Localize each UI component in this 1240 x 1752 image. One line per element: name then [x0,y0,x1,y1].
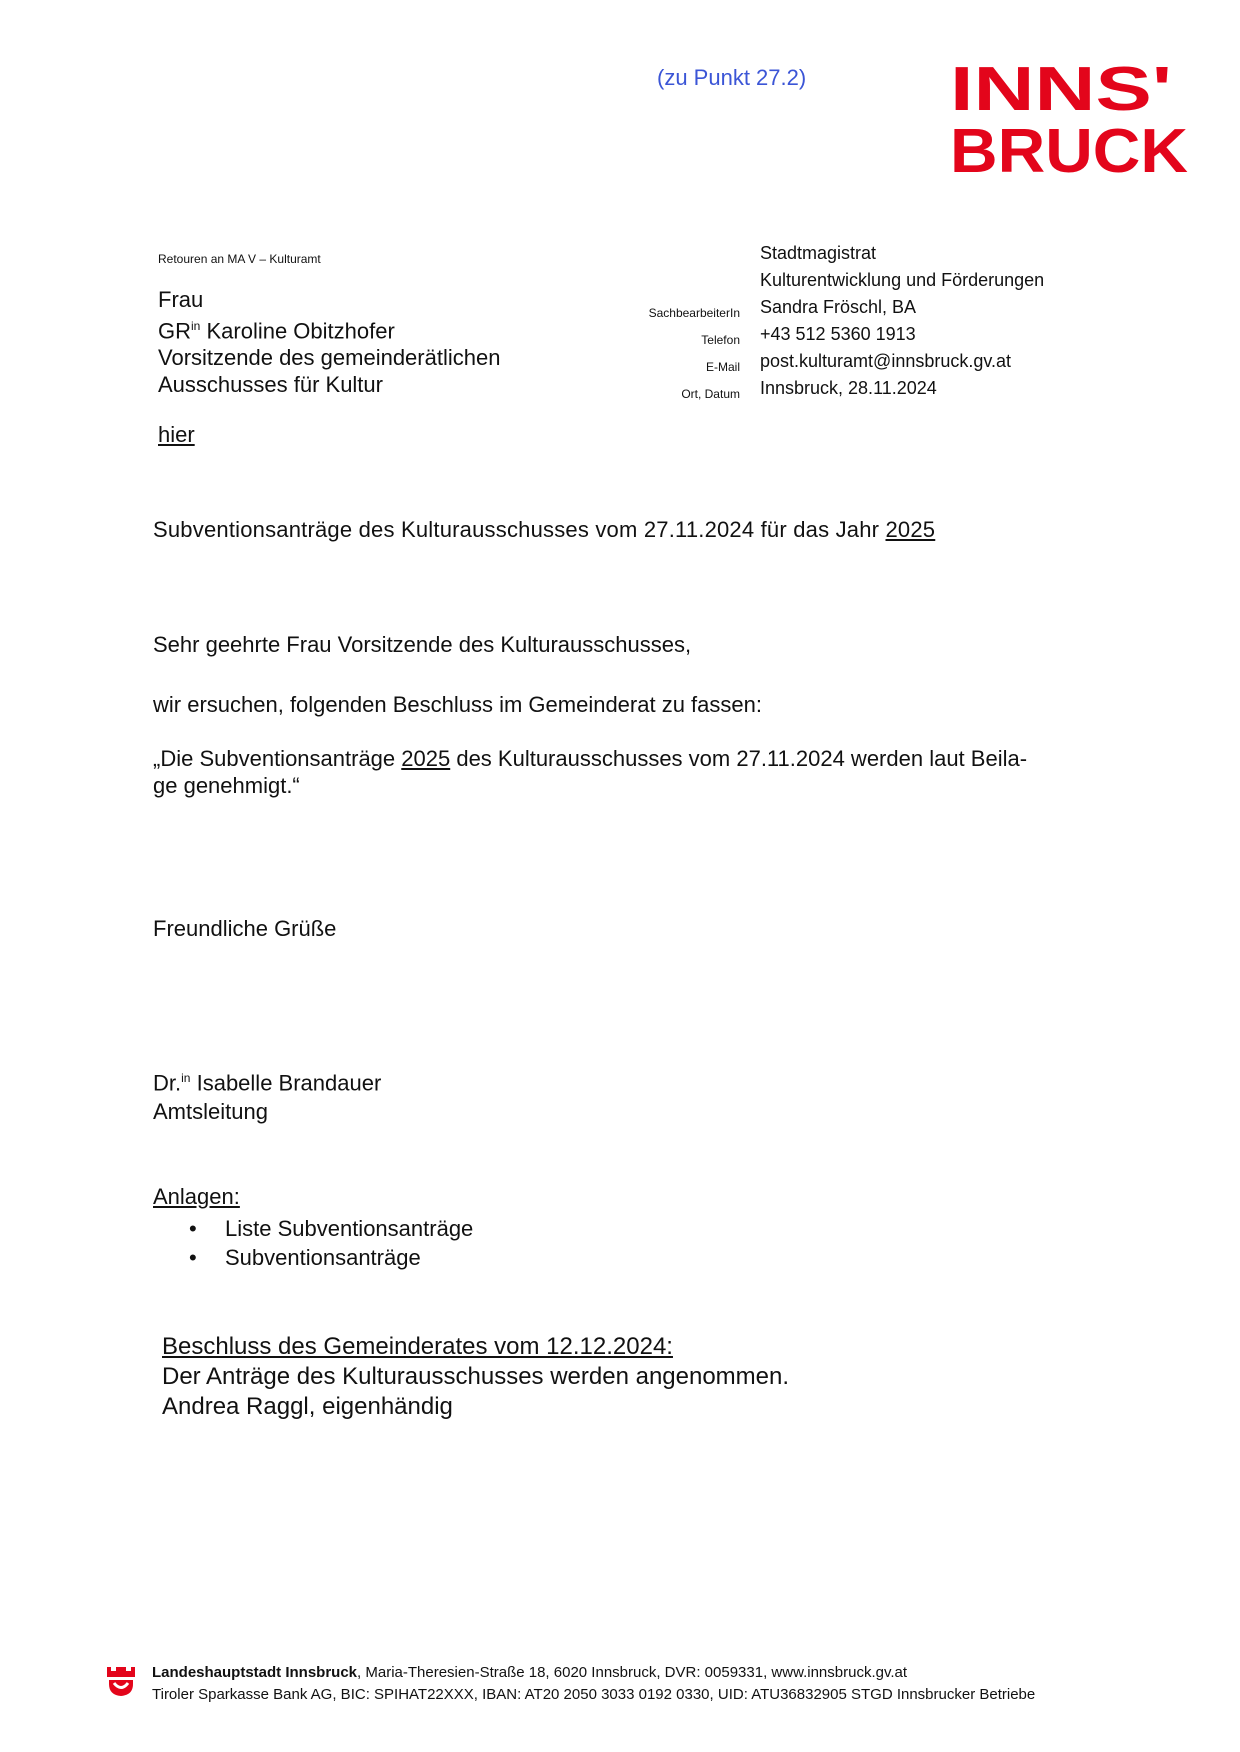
meta-value-clerk: Sandra Fröschl, BA [760,297,917,317]
footer-line-1 [152,1662,1035,1684]
meta-value-phone: +43 512 5360 1913 [760,324,916,344]
signatory-title-suffix: in [181,1071,191,1085]
recipient-name-line [158,313,500,344]
signatory-name: Isabelle Brandauer [196,1070,382,1096]
sender-office: Stadtmagistrat [760,243,877,263]
footer-address: , Maria-Theresien-Straße 18, 6020 Innsbruck, DVR: 0059331, www.innsbruck.gv.at [357,1664,908,1681]
resolution-line-2: ge genehmigt.“ [153,773,300,798]
meta-value-place-date: Innsbruck, 28.11.2024 [760,378,937,398]
attachments-title: Anlagen: [153,1184,240,1209]
recipient-salutation: Frau [158,287,204,312]
decision-title: Beschluss des Gemeinderates vom 12.12.2024: [162,1333,673,1360]
recipient-role-line-1: Vorsitzende des gemeinderätlichen [158,345,501,371]
signatory-name-line [153,1064,381,1097]
subject-line [153,517,935,543]
meta-label-phone: Telefon [701,333,740,347]
recipient-block [158,286,500,398]
council-decision-note [162,1332,789,1422]
decision-line-1: Der Anträge des Kulturausschusses werden angenommen. [162,1363,790,1390]
letter-closing: Freundliche Grüße [153,916,337,941]
resolution-year: 2025 [401,746,451,771]
resolution-text [153,745,1143,799]
meta-label-place-date: Ort, Datum [681,387,740,401]
attachment-item: • Liste Subventionsanträge [225,1214,473,1243]
resolution-post: des Kulturausschusses vom 27.11.2024 werden laut Beila- [450,746,1028,771]
letter-request: wir ersuchen, folgenden Beschluss im Gemeinderat zu fassen: [153,692,762,717]
innsbruck-logo [950,58,1190,178]
meta-label-email: E-Mail [705,360,740,374]
subject-text: Subventionsanträge des Kulturausschusses vom 27.11.2024 für das Jahr [153,517,886,542]
recipient-location: hier [158,422,195,447]
signatory-role: Amtsleitung [153,1099,268,1125]
logo-line-2: BRUCK [950,117,1189,178]
signatory-block [153,1064,381,1126]
footer-city: Landeshauptstadt Innsbruck [152,1664,358,1681]
return-note: Retouren an MA V – Kulturamt [158,252,321,266]
footer-line-2: Tiroler Sparkasse Bank AG, BIC: SPIHAT22XXX, IBAN: AT20 2050 3033 0192 0330, UID: ATU36832905 STGD Innsbrucker Betriebe [152,1686,1036,1703]
subject-year: 2025 [885,517,936,542]
attachments-block [153,1184,473,1272]
agenda-reference: (zu Punkt 27.2) [657,65,807,90]
sender-block [760,240,1044,294]
city-crest-icon [106,1665,136,1697]
decision-line-2: Andrea Raggl, eigenhändig [162,1393,453,1420]
letterhead-footer [152,1662,1035,1706]
recipient-title-suffix: in [191,319,201,333]
meta-values [760,294,1011,402]
logo-line-1: INNS' [950,58,1172,124]
recipient-role-line-2: Ausschusses für Kultur [158,372,383,398]
signatory-title: Dr. [153,1070,182,1096]
resolution-pre: „Die Subventionsanträge [153,746,402,771]
recipient-name: Karoline Obitzhofer [206,318,395,344]
meta-label-clerk: SachbearbeiterIn [648,306,740,320]
meta-labels [600,300,740,408]
recipient-title: GR [158,318,191,344]
letter-salutation: Sehr geehrte Frau Vorsitzende des Kulturausschusses, [153,632,692,657]
sender-department: Kulturentwicklung und Förderungen [760,270,1045,290]
attachments-list [153,1214,473,1272]
attachment-item: • Subventionsanträge [225,1243,473,1272]
resolution-line-1 [153,745,1143,772]
meta-value-email: post.kulturamt@innsbruck.gv.at [760,351,1012,371]
